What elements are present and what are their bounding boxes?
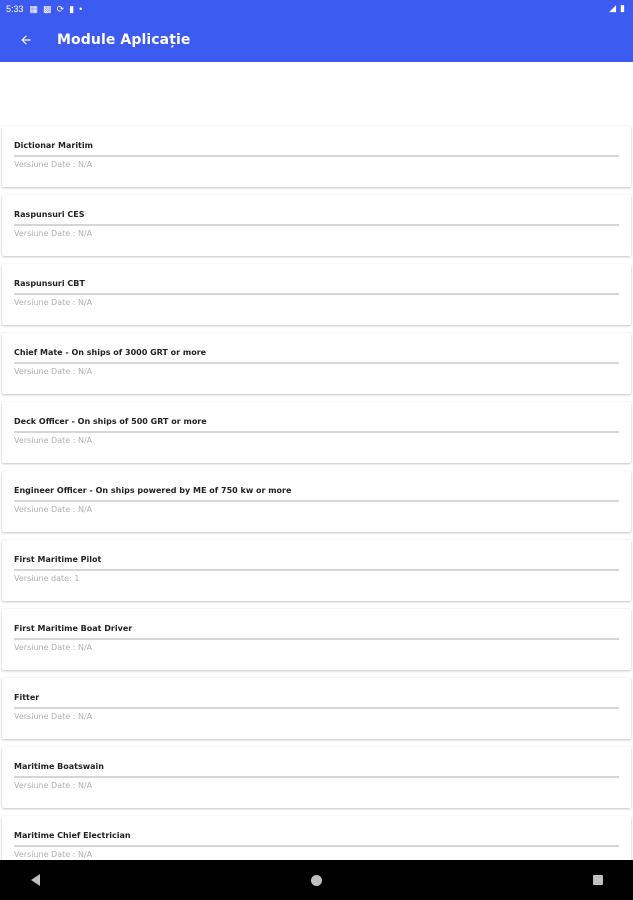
module-card[interactable] xyxy=(2,333,631,394)
module-version: Versiune Date : N/A xyxy=(14,160,93,169)
module-title: Raspunsuri CBT xyxy=(14,279,85,288)
nav-home-icon xyxy=(311,875,322,886)
module-version: Versiune Date : N/A xyxy=(14,298,93,307)
module-divider xyxy=(14,707,619,709)
nav-back-icon xyxy=(31,874,40,886)
signal-icon: ◢ xyxy=(609,3,617,13)
module-title: Raspunsuri CES xyxy=(14,210,85,219)
module-divider xyxy=(14,638,619,640)
notification-icon: ▦ xyxy=(29,3,39,14)
module-version: Versiune Date : N/A xyxy=(14,850,93,859)
module-version: Versiune Date : N/A xyxy=(14,436,93,445)
module-card[interactable] xyxy=(2,471,631,532)
module-card[interactable] xyxy=(2,195,631,256)
sync-icon: ⟳ xyxy=(56,3,65,14)
module-card[interactable] xyxy=(2,402,631,463)
module-card[interactable] xyxy=(2,540,631,601)
module-card[interactable] xyxy=(2,126,631,187)
module-version: Versiune Date : N/A xyxy=(14,643,93,652)
module-version: Versiune date: 1 xyxy=(14,574,80,583)
module-divider xyxy=(14,569,619,571)
nav-back-button[interactable] xyxy=(28,873,42,887)
module-title: Deck Officer - On ships of 500 GRT or more xyxy=(14,417,207,426)
module-title: Maritime Boatswain xyxy=(14,762,104,771)
module-card[interactable] xyxy=(2,609,631,670)
module-version: Versiune Date : N/A xyxy=(14,367,93,376)
module-card[interactable] xyxy=(2,678,631,739)
sd-card-icon: ▮ xyxy=(69,3,75,14)
back-button[interactable] xyxy=(13,27,39,53)
app-bar xyxy=(0,18,633,62)
module-divider xyxy=(14,155,619,157)
module-divider xyxy=(14,431,619,433)
module-title: First Maritime Boat Driver xyxy=(14,624,133,633)
module-card[interactable] xyxy=(2,264,631,325)
module-divider xyxy=(14,293,619,295)
module-title: Fitter xyxy=(14,693,40,702)
module-card[interactable] xyxy=(2,816,631,860)
module-title: Chief Mate - On ships of 3000 GRT or more xyxy=(14,348,207,357)
module-title: First Maritime Pilot xyxy=(14,555,102,564)
navigation-bar xyxy=(0,860,633,900)
module-divider xyxy=(14,224,619,226)
module-list[interactable] xyxy=(0,62,633,860)
list-header-spacer xyxy=(0,62,633,126)
nav-home-button[interactable] xyxy=(310,873,324,887)
module-card[interactable] xyxy=(2,747,631,808)
module-divider xyxy=(14,500,619,502)
nav-recent-button[interactable] xyxy=(591,873,605,887)
module-title: Maritime Chief Electrician xyxy=(14,831,131,840)
arrow-back-icon xyxy=(19,33,33,47)
module-divider xyxy=(14,362,619,364)
module-version: Versiune Date : N/A xyxy=(14,229,93,238)
battery-icon: ▮ xyxy=(620,3,625,13)
dot-icon: • xyxy=(79,4,83,14)
module-title: Dictionar Maritim xyxy=(14,141,93,150)
status-bar xyxy=(0,0,633,18)
settings-icon: ▩ xyxy=(43,3,52,14)
module-version: Versiune Date : N/A xyxy=(14,781,93,790)
page-title: Module Aplicație xyxy=(57,32,191,48)
status-time: 5:33 xyxy=(6,4,24,14)
module-version: Versiune Date : N/A xyxy=(14,712,93,721)
module-divider xyxy=(14,845,619,847)
module-title: Engineer Officer - On ships powered by ME of 750 kw or more xyxy=(14,486,292,495)
module-version: Versiune Date : N/A xyxy=(14,505,93,514)
module-divider xyxy=(14,776,619,778)
nav-recent-apps-icon xyxy=(593,875,603,885)
